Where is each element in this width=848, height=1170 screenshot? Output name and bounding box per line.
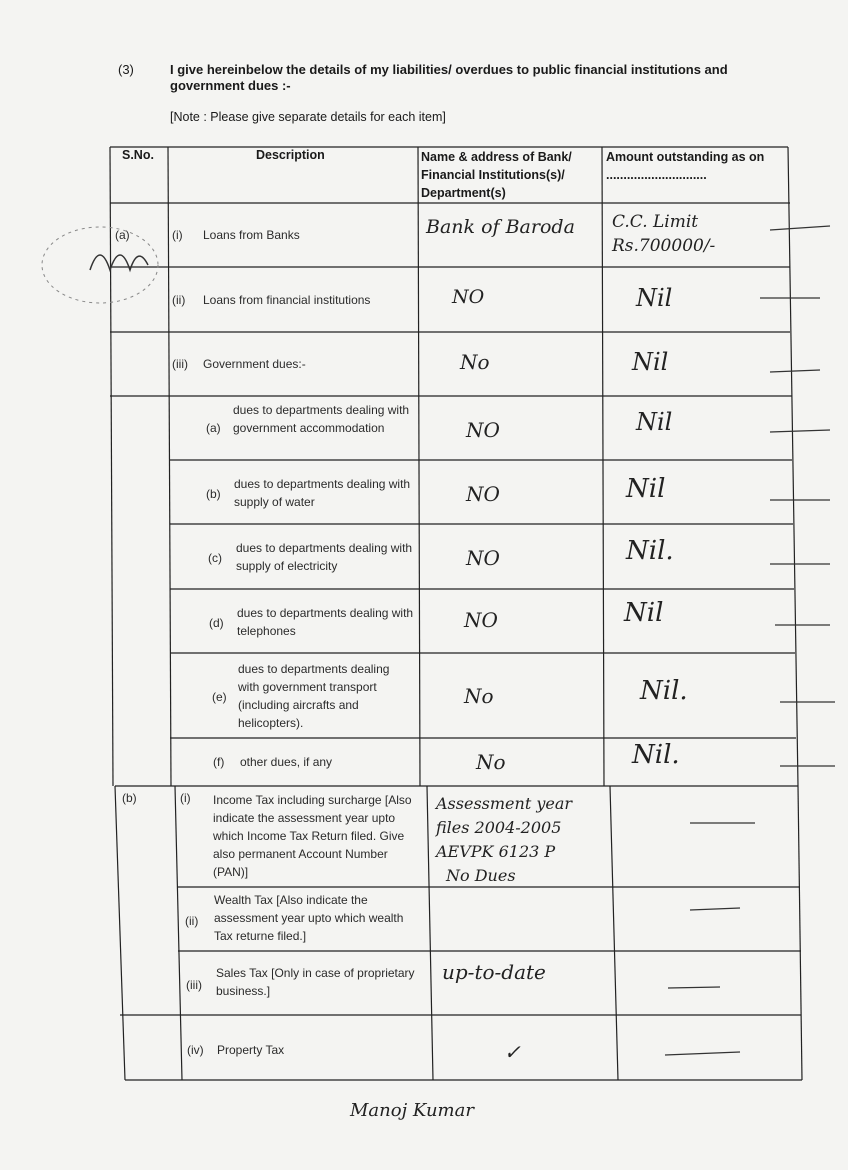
row-amount bbox=[700, 1050, 702, 1052]
row-desc: Sales Tax [Only in case of proprietary business.] bbox=[216, 966, 415, 998]
row-bank: up-to-date bbox=[442, 960, 546, 984]
bank-line: No Dues bbox=[446, 866, 516, 885]
row-desc: Loans from financial institutions bbox=[203, 293, 371, 307]
row-sub: (iii) bbox=[186, 978, 202, 992]
row-amount bbox=[690, 980, 692, 982]
row-amount: Nil bbox=[636, 284, 673, 312]
row-sub: (i) bbox=[180, 791, 191, 805]
row-sno: (b) bbox=[122, 791, 137, 805]
row-letter: (f) bbox=[213, 755, 225, 769]
row-bank: NO bbox=[466, 482, 500, 506]
row-amount: Nil. bbox=[626, 536, 674, 566]
row-bank: No bbox=[464, 684, 494, 708]
row-amount bbox=[705, 808, 707, 810]
row-desc: Government dues:- bbox=[203, 357, 306, 371]
row-desc: dues to departments dealing with supply of electricity bbox=[236, 541, 413, 573]
row-letter: (b) bbox=[206, 487, 221, 501]
row-letter: (a) bbox=[206, 421, 221, 435]
stamp-mark bbox=[30, 215, 180, 315]
row-bank: ✓ bbox=[504, 1040, 521, 1064]
row-bank: No bbox=[476, 750, 506, 774]
row-desc: Income Tax including surcharge [Also indicate the assessment year upto which Income Tax Return filed. Give also permanent Account Number (PAN)] bbox=[213, 793, 412, 879]
header-amount: Amount outstanding as on ............................. bbox=[606, 150, 765, 182]
section-heading-text: I give hereinbelow the details of my liabilities/ overdues to public financial institutions and government dues :- bbox=[170, 62, 728, 93]
row-desc: dues to departments dealing with supply of water bbox=[234, 477, 411, 509]
row-desc: dues to departments dealing with government accommodation bbox=[233, 403, 410, 435]
row-bank-lines bbox=[436, 792, 572, 888]
row-amount: Nil bbox=[632, 348, 669, 376]
bank-line: Assessment year bbox=[436, 794, 573, 813]
row-bank: NO bbox=[452, 286, 485, 308]
row-desc: dues to departments dealing with telephones bbox=[237, 606, 414, 638]
row-amount: C.C. Limit Rs.700000/- bbox=[612, 212, 716, 256]
row-amount: Nil bbox=[636, 408, 673, 436]
row-letter: (e) bbox=[212, 690, 227, 704]
section-number: (3) bbox=[118, 62, 134, 77]
row-amount: Nil. bbox=[640, 676, 688, 706]
row-sub: (ii) bbox=[172, 293, 186, 307]
row-bank: No bbox=[460, 350, 490, 374]
signature: Manoj Kumar bbox=[350, 1100, 474, 1121]
row-bank: Bank of Baroda bbox=[426, 216, 575, 238]
row-sub: (iv) bbox=[187, 1043, 204, 1057]
row-sub: (iii) bbox=[172, 357, 188, 371]
row-desc: Wealth Tax [Also indicate the assessment year upto which wealth Tax returne filed.] bbox=[214, 893, 404, 943]
row-desc: Property Tax bbox=[217, 1043, 285, 1057]
row-bank bbox=[520, 900, 522, 902]
row-bank: NO bbox=[466, 546, 500, 570]
header-bank: Name & address of Bank/ Financial Institutions(s)/ Department(s) bbox=[421, 150, 572, 200]
row-desc: Loans from Banks bbox=[203, 228, 300, 242]
header-description: Description bbox=[256, 148, 325, 162]
note-text: [Note : Please give separate details for each item] bbox=[170, 110, 446, 124]
row-bank: NO bbox=[466, 418, 500, 442]
bank-line: files 2004-2005 bbox=[436, 818, 562, 837]
row-sub: (i) bbox=[172, 228, 183, 242]
row-letter: (d) bbox=[209, 616, 224, 630]
row-amount bbox=[700, 900, 702, 902]
row-desc: other dues, if any bbox=[240, 755, 333, 769]
row-bank: NO bbox=[464, 608, 498, 632]
header-sno: S.No. bbox=[122, 148, 154, 162]
bank-line: AEVPK 6123 P bbox=[436, 842, 556, 861]
row-letter: (c) bbox=[208, 551, 222, 565]
row-amount: Nil bbox=[624, 598, 664, 628]
row-desc: dues to departments dealing with government transport (including aircrafts and helicopters). bbox=[238, 662, 390, 730]
row-sub: (ii) bbox=[185, 914, 199, 928]
row-sno: (a) bbox=[115, 228, 130, 242]
row-amount: Nil bbox=[626, 474, 666, 504]
row-amount: Nil. bbox=[632, 740, 680, 770]
